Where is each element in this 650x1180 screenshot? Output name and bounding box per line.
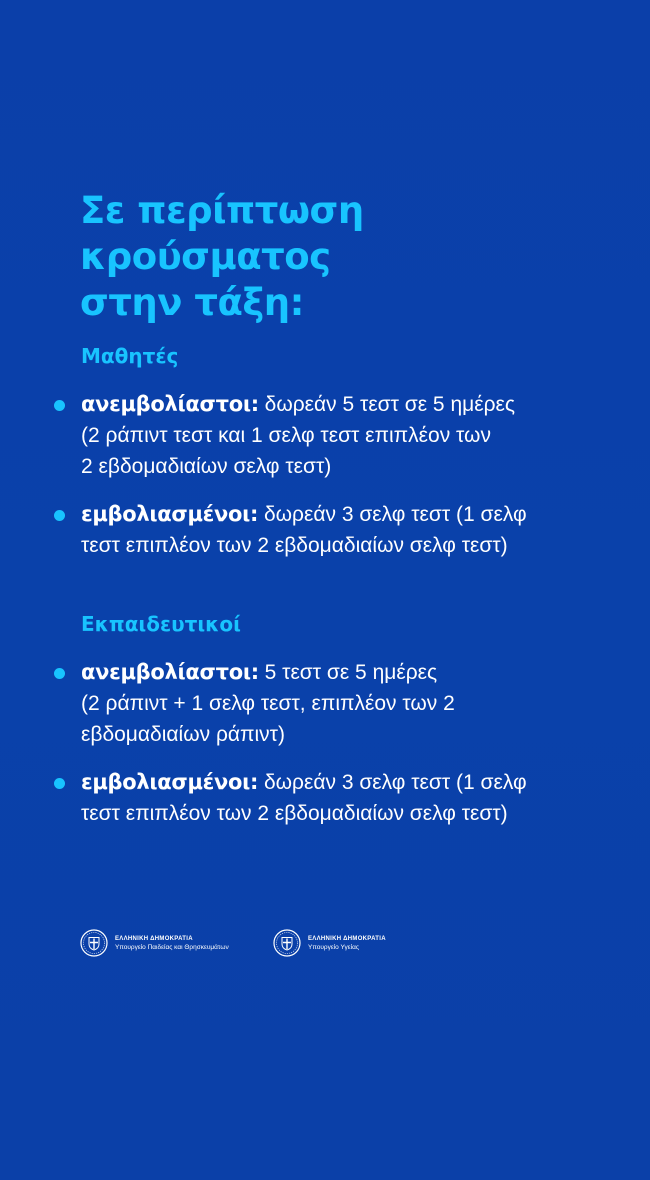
logo-text [308, 935, 386, 952]
item-text: 5 τεστ σε 5 ημέρες [264, 661, 438, 684]
item-text: (2 ράπιντ τεστ και 1 σελφ τεστ επιπλέον των [81, 424, 491, 447]
list-item [54, 389, 614, 482]
page-title: Σε περίπτωση κρούσματος στην τάξη: [80, 189, 364, 324]
logo-ministry: Υπουργείο Υγείας [308, 943, 359, 951]
bullet-icon [54, 510, 65, 521]
list-item [54, 767, 614, 829]
item-text: δωρεάν 3 σελφ τεστ (1 σελφ [263, 771, 527, 794]
item-term: ανεμβολίαστοι: [81, 392, 259, 416]
bullet-icon [54, 400, 65, 411]
item-text: εβδομαδιαίων ράπιντ) [81, 723, 285, 746]
bullet-icon [54, 668, 65, 679]
section-heading: Εκπαιδευτικοί [81, 612, 241, 636]
list-item [54, 657, 614, 750]
bullet-list [54, 389, 614, 561]
section-teachers [54, 611, 614, 829]
logo-text [115, 935, 229, 952]
item-term: εμβολιασμένοι: [81, 770, 259, 794]
section-heading: Μαθητές [81, 344, 179, 368]
item-text: (2 ράπιντ + 1 σελφ τεστ, επιπλέον των 2 [81, 692, 455, 715]
item-text: δωρεάν 3 σελφ τεστ (1 σελφ [263, 503, 527, 526]
logo-country: ΕΛΛΗΝΙΚΗ ΔΗΜΟΚΡΑΤΙΑ [115, 935, 193, 942]
ministry-health-logo [273, 925, 386, 961]
item-term: ανεμβολίαστοι: [81, 660, 259, 684]
bullet-list [54, 657, 614, 829]
greek-seal-icon [80, 929, 108, 957]
logo-ministry: Υπουργείο Παιδείας και Θρησκευμάτων [115, 943, 229, 951]
greek-seal-icon [273, 929, 301, 957]
list-item [54, 499, 614, 561]
section-students [54, 343, 614, 561]
footer-logos [80, 925, 440, 961]
bullet-icon [54, 778, 65, 789]
item-term: εμβολιασμένοι: [81, 502, 259, 526]
item-text: 2 εβδομαδιαίων σελφ τεστ) [81, 455, 332, 478]
item-text: τεστ επιπλέον των 2 εβδομαδιαίων σελφ τεστ) [81, 534, 508, 557]
ministry-education-logo [80, 925, 229, 961]
item-text: τεστ επιπλέον των 2 εβδομαδιαίων σελφ τεστ) [81, 802, 508, 825]
item-text: δωρεάν 5 τεστ σε 5 ημέρες [264, 393, 516, 416]
logo-country: ΕΛΛΗΝΙΚΗ ΔΗΜΟΚΡΑΤΙΑ [308, 935, 386, 942]
